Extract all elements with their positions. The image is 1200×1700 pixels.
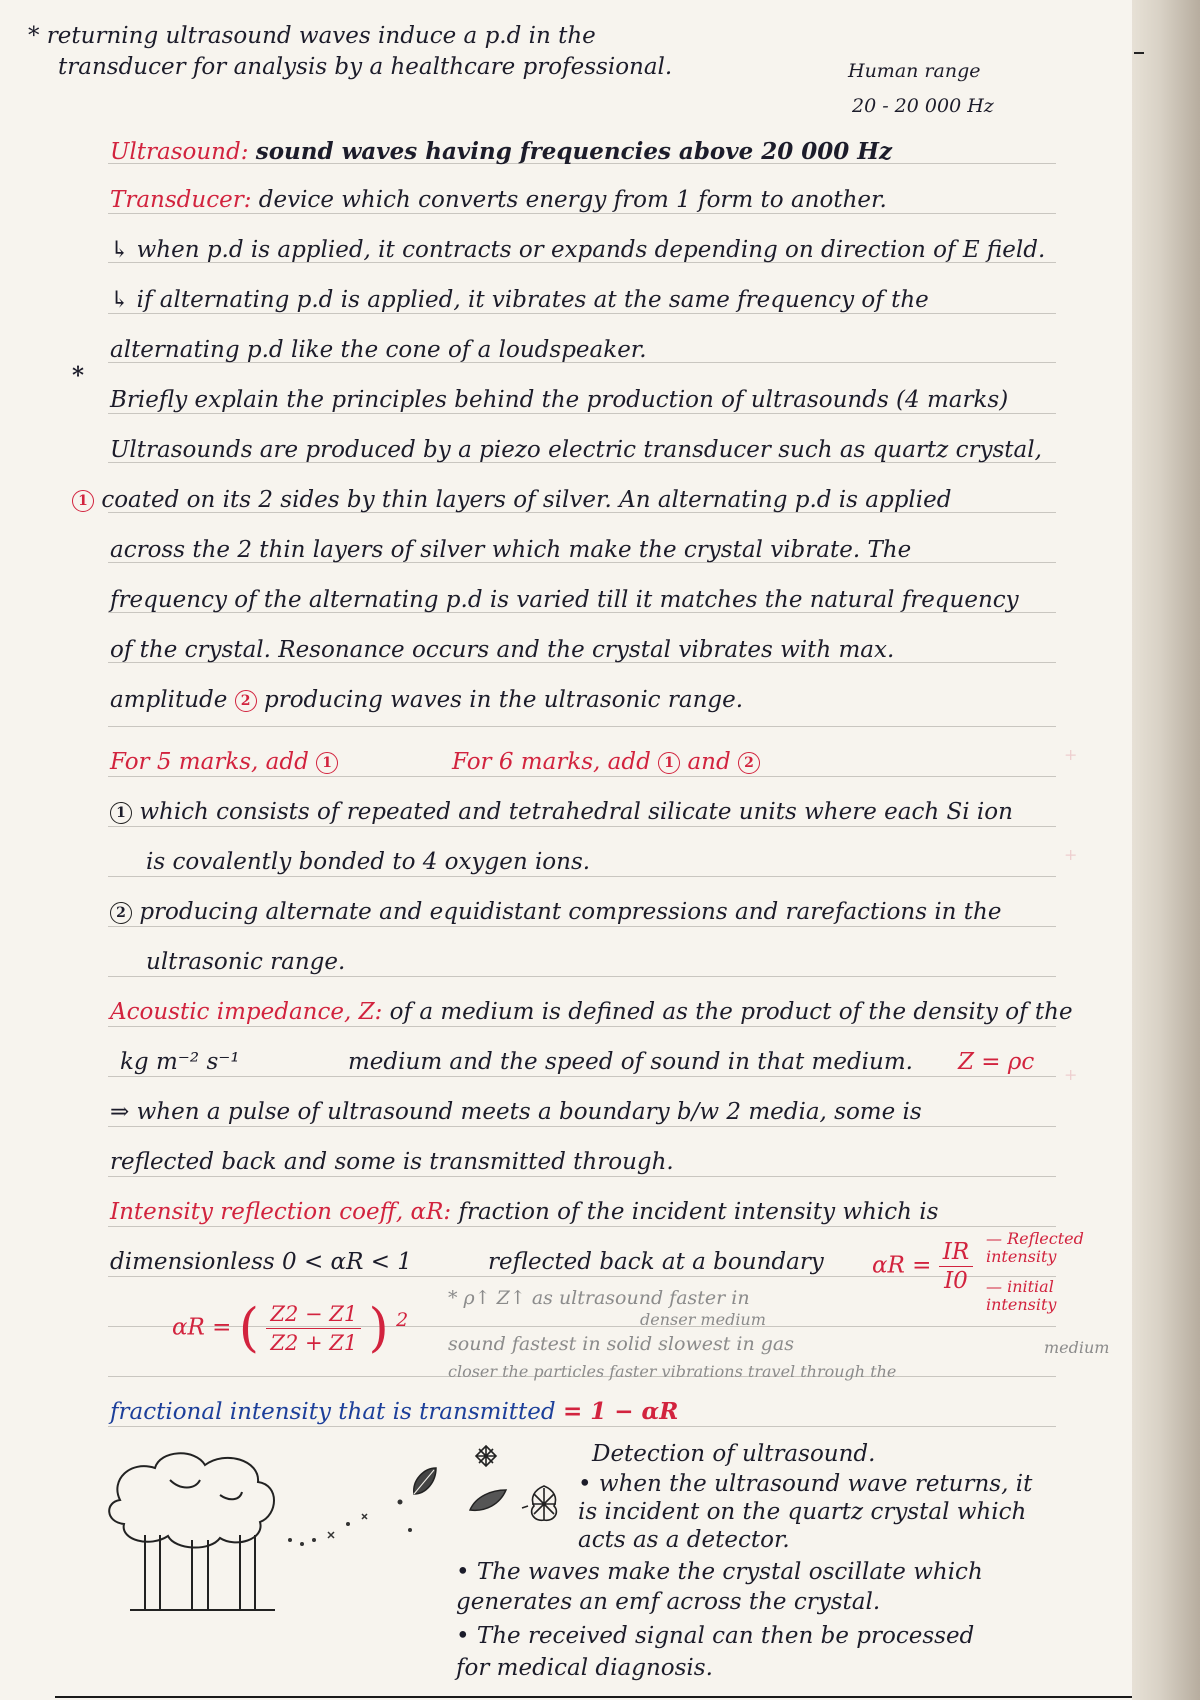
irc-reflected-label: — Reflected intensity <box>986 1229 1084 1266</box>
ultrasound-definition <box>110 138 892 166</box>
intro-line-2: transducer for analysis by a healthcare professional. <box>58 54 673 80</box>
transmitted-formula: = 1 − αR <box>562 1398 679 1425</box>
irc-line-2a: dimensionless 0 < αR < 1 <box>110 1249 412 1275</box>
alpha-label: αR = <box>172 1314 232 1341</box>
human-range-label: Human range <box>848 60 981 82</box>
ruled-line <box>108 776 1056 777</box>
page-edge <box>1132 0 1200 1700</box>
detection-bullet-1-line-3: acts as a detector. <box>578 1527 790 1553</box>
ruled-line <box>108 926 1056 927</box>
alpha-formula <box>172 1300 408 1357</box>
answer-line-6a: amplitude <box>110 687 228 713</box>
detection-bullet-1-line-1: • when the ultrasound wave returns, it <box>578 1471 1033 1497</box>
transducer-line-4: alternating p.d like the cone of a loudspeaker. <box>110 337 647 363</box>
intro-line-1: * returning ultrasound waves induce a p.d in the <box>28 23 596 49</box>
irc-i0: I0 <box>944 1268 968 1294</box>
alpha-num: Z2 − Z1 <box>266 1300 361 1329</box>
marks-5-marker: 1 <box>316 752 338 774</box>
human-range-value: 20 - 20 000 Hz <box>852 95 994 117</box>
alpha-fraction <box>266 1300 361 1357</box>
ruled-line <box>108 1176 1056 1177</box>
ruled-line <box>108 1126 1056 1127</box>
impedance-def-1: of a medium is defined as the product of the density of the <box>389 999 1073 1025</box>
point-2-marker: 2 <box>110 902 132 924</box>
point-1-line-2: is covalently bonded to 4 oxygen ions. <box>146 849 591 875</box>
transmitted-line <box>110 1398 678 1426</box>
ruled-line <box>108 1026 1056 1027</box>
bleed-through-mark: + <box>1064 745 1078 764</box>
edge-tick <box>1134 52 1144 54</box>
ruled-line <box>108 1226 1056 1227</box>
exam-question: Briefly explain the principles behind the production of ultrasounds (4 marks) <box>110 387 1009 413</box>
leaf-doodle-icon <box>404 1462 444 1502</box>
point-2-row <box>110 898 1001 926</box>
transmitted-label: fractional intensity that is transmitted <box>110 1399 556 1425</box>
irc-initial-label: — initial intensity <box>986 1277 1057 1314</box>
answer-line-4: frequency of the alternating p.d is varied till it matches the natural frequency <box>110 587 1019 613</box>
detection-bullet-1-line-2: is incident on the quartz crystal which <box>578 1499 1027 1525</box>
irc-fraction <box>939 1238 973 1295</box>
flower-doodle-icon <box>470 1440 502 1472</box>
point-2-line-2: ultrasonic range. <box>146 949 346 975</box>
side-note-1: * ρ↑ Z↑ as ultrasound faster in <box>448 1287 750 1309</box>
impedance-definition <box>110 998 1073 1026</box>
ruled-line <box>108 726 1056 727</box>
irc-def: fraction of the incident intensity which is <box>458 1199 939 1225</box>
detection-title: Detection of ultrasound. <box>592 1441 876 1467</box>
boundary-line-2: reflected back and some is transmitted through. <box>110 1149 674 1175</box>
alpha-power: 2 <box>396 1308 409 1331</box>
boundary-line-1: ⇒ when a pulse of ultrasound meets a boundary b/w 2 media, some is <box>110 1099 922 1125</box>
marks-6-marker-a: 1 <box>658 752 680 774</box>
irc-term: Intensity reflection coeff, αR: <box>110 1199 452 1225</box>
transducer-line-3: ↳ if alternating p.d is applied, it vibrates at the same frequency of the <box>110 287 929 313</box>
irc-line-2b: reflected back at a boundary <box>488 1249 824 1275</box>
marks-5-hint <box>110 748 338 776</box>
transducer-line-2: ↳ when p.d is applied, it contracts or expands depending on direction of E field. <box>110 237 1046 263</box>
irc-definition <box>110 1198 938 1226</box>
answer-line-2: coated on its 2 sides by thin layers of silver. An alternating p.d is applied <box>101 487 952 513</box>
detection-bullet-3-line-1: • The received signal can then be processed <box>456 1623 975 1649</box>
answer-line-6b: producing waves in the ultrasonic range. <box>263 687 744 713</box>
bleed-through-mark: + <box>1064 1065 1078 1084</box>
alpha-den: Z2 + Z1 <box>270 1331 358 1355</box>
marks-5-text: For 5 marks, add <box>110 749 309 775</box>
ruled-line <box>108 876 1056 877</box>
point-1-marker: 1 <box>110 802 132 824</box>
detection-bullet-3-line-2: for medical diagnosis. <box>456 1655 713 1681</box>
irc-ir: IR <box>939 1238 973 1267</box>
ultrasound-def: sound waves having frequencies above 20 000 Hz <box>255 138 893 165</box>
transducer-term: Transducer: <box>110 187 252 213</box>
ruled-line <box>108 1426 1056 1427</box>
impedance-unit: kg m⁻² s⁻¹ <box>120 1049 240 1075</box>
answer-line-2-row <box>72 486 951 514</box>
side-note-1b: denser medium <box>640 1310 766 1329</box>
transducer-def: device which converts energy from 1 form to another. <box>258 187 887 213</box>
ruled-line <box>108 826 1056 827</box>
marks-6-and: and <box>687 749 731 775</box>
side-note-2: sound fastest in solid slowest in gas <box>448 1333 794 1355</box>
ultrasound-term: Ultrasound: <box>110 139 249 165</box>
answer-line-6-row <box>110 686 743 714</box>
bottom-border-line <box>55 1696 1132 1698</box>
ruled-line <box>108 1076 1056 1077</box>
alpha-paren-close: ) <box>368 1298 389 1359</box>
point-1-row <box>110 798 1013 826</box>
leaf-doodle-icon <box>466 1486 510 1516</box>
marks-6-text: For 6 marks, add <box>452 749 651 775</box>
impedance-term: Acoustic impedance, Z: <box>110 999 383 1025</box>
star-marker: * <box>72 362 85 389</box>
answer-line-3: across the 2 thin layers of silver which make the crystal vibrate. The <box>110 537 912 563</box>
marks-6-hint <box>452 748 760 776</box>
bleed-through-mark: + <box>1064 845 1078 864</box>
impedance-def-2: medium and the speed of sound in that medium. <box>348 1049 913 1075</box>
ruled-line <box>108 976 1056 977</box>
marks-6-marker-b: 2 <box>738 752 760 774</box>
answer-line-1: Ultrasounds are produced by a piezo electric transducer such as quartz crystal, <box>110 437 1042 463</box>
side-note-4: medium <box>1044 1338 1110 1357</box>
answer-line-5: of the crystal. Resonance occurs and the crystal vibrates with max. <box>110 637 895 663</box>
answer-marker-1: 1 <box>72 490 94 512</box>
point-2-line-1: producing alternate and equidistant compressions and rarefactions in the <box>139 899 1002 925</box>
irc-eq-left: αR = <box>872 1252 932 1279</box>
side-note-3: closer the particles faster vibrations travel through the <box>448 1362 897 1381</box>
flower-doodle-icon <box>520 1480 568 1528</box>
answer-marker-2: 2 <box>235 690 257 712</box>
detection-bullet-2-line-2: generates an emf across the crystal. <box>456 1589 881 1615</box>
alpha-paren-open: ( <box>238 1298 260 1359</box>
impedance-formula: Z = ρc <box>958 1049 1035 1075</box>
irc-equation <box>872 1238 973 1295</box>
point-1-line-1: which consists of repeated and tetrahedral silicate units where each Si ion <box>139 799 1013 825</box>
detection-bullet-2-line-1: • The waves make the crystal oscillate which <box>456 1559 983 1585</box>
transducer-definition <box>110 186 887 214</box>
